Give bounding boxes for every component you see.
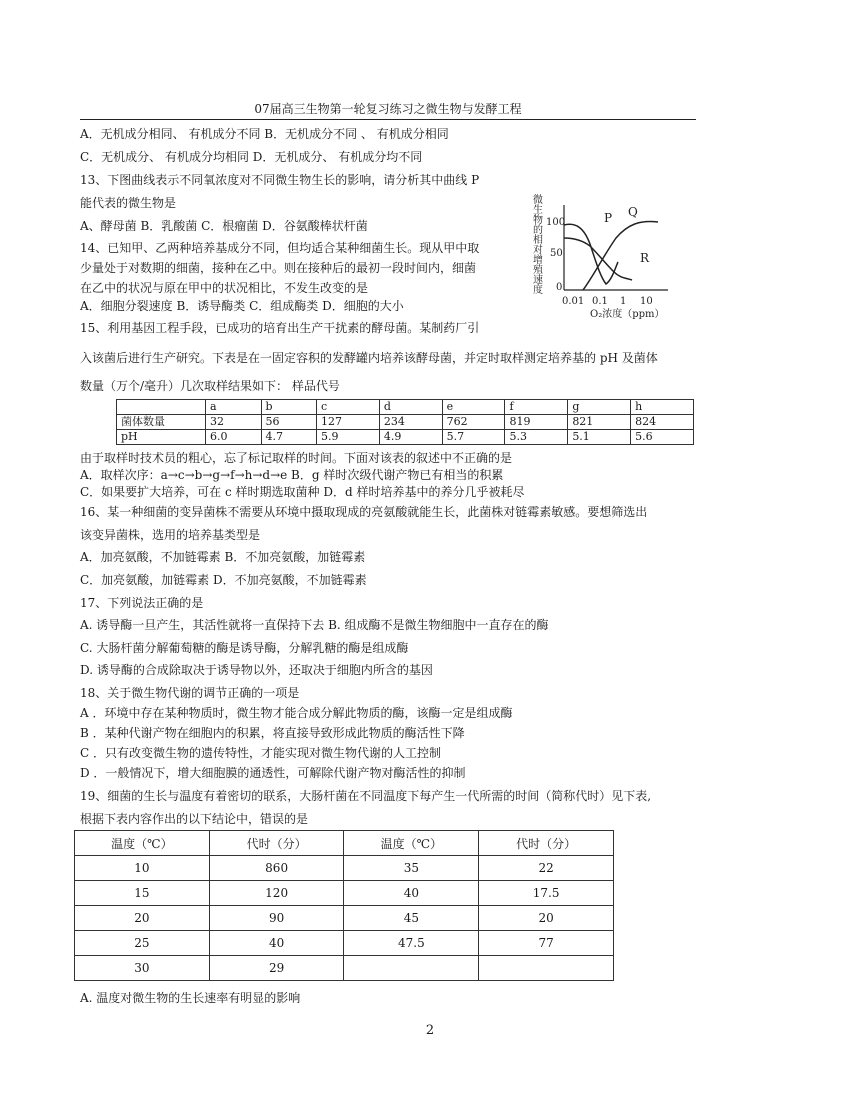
q19-stem-2: 根据下表内容作出的以下结论中，错误的是 bbox=[80, 812, 309, 826]
table-row bbox=[117, 400, 694, 415]
q19-stem-1: 19、细菌的生长与温度有着密切的联系，大肠杆菌在不同温度下每产生一代所需的时间（简称代时）见下表, bbox=[80, 789, 652, 803]
table-cell: 5.1 bbox=[568, 430, 631, 445]
table-row bbox=[75, 956, 614, 981]
table-cell: 77 bbox=[479, 931, 614, 956]
q16-stem-2: 该变异菌株，选用的培养基类型是 bbox=[80, 528, 261, 542]
table-cell: 821 bbox=[568, 415, 631, 430]
page-number: 2 bbox=[425, 1023, 435, 1038]
table-cell: 56 bbox=[261, 415, 317, 430]
table-row bbox=[75, 906, 614, 931]
table-cell: 90 bbox=[209, 906, 344, 931]
q18-option-d: D ．一般情况下，增大细胞膜的通透性，可解除代谢产物对酶活性的抑制 bbox=[80, 766, 466, 780]
q17-stem: 17、下列说法正确的是 bbox=[80, 596, 204, 610]
table-cell: 5.7 bbox=[442, 430, 505, 445]
table-cell: 234 bbox=[379, 415, 442, 430]
q18-option-a: A ．环境中存在某种物质时，微生物才能合成分解此物质的酶，该酶一定是组成酶 bbox=[80, 706, 513, 720]
q12-option-ab: A．无机成分相同、 有机成分不同 B．无机成分不同 、 有机成分相同 bbox=[80, 127, 449, 141]
table-cell: 40 bbox=[209, 931, 344, 956]
graph-xlabel: O₂浓度（ppm） bbox=[590, 309, 665, 320]
table-cell: 22 bbox=[479, 856, 614, 881]
q12-option-cd: C．无机成分、 有机成分均相同 D．无机成分、 有机成分均不同 bbox=[80, 150, 423, 164]
table-cell bbox=[117, 400, 206, 415]
table-cell: e bbox=[442, 400, 505, 415]
table-row bbox=[75, 931, 614, 956]
q17-option-d: D. 诱导酶的合成除取决于诱导物以外，还取决于细胞内所含的基因 bbox=[80, 663, 433, 677]
table-cell: 5.3 bbox=[505, 430, 568, 445]
curve-label-q: Q bbox=[628, 205, 638, 219]
table-cell: pH bbox=[117, 430, 206, 445]
table-row bbox=[75, 881, 614, 906]
table-cell: g bbox=[568, 400, 631, 415]
table-cell: 120 bbox=[209, 881, 344, 906]
page-header: 07届高三生物第一轮复习练习之微生物与发酵工程 bbox=[254, 102, 522, 116]
q14-stem-1: 14、已知甲、乙两种培养基成分不同，但均适合某种细菌生长。现从甲中取 bbox=[80, 241, 480, 255]
oxygen-growth-graph bbox=[528, 180, 708, 330]
curve-p bbox=[564, 224, 618, 284]
graph-xtick-1: 0.01 bbox=[562, 296, 585, 307]
table-cell: 菌体数量 bbox=[117, 415, 206, 430]
table-cell: 45 bbox=[344, 906, 479, 931]
table-cell: 47.5 bbox=[344, 931, 479, 956]
q13-stem-1: 13、下图曲线表示不同氧浓度对不同微生物生长的影响，请分析其中曲线 P bbox=[80, 173, 480, 187]
curve-label-r: R bbox=[640, 251, 650, 265]
graph-xtick-3: 1 bbox=[620, 296, 627, 307]
table-cell: 860 bbox=[209, 856, 344, 881]
q17-options-ab: A. 诱导酶一旦产生，其活性就将一直保持下去 B. 组成酶不是微生物细胞中一直存在的酶 bbox=[80, 618, 549, 632]
table-cell: 5.6 bbox=[631, 430, 694, 445]
table-row bbox=[75, 856, 614, 881]
table-cell: 824 bbox=[631, 415, 694, 430]
table-cell: a bbox=[206, 400, 262, 415]
table-cell: d bbox=[379, 400, 442, 415]
table-cell: 15 bbox=[75, 881, 210, 906]
graph-xtick-2: 0.1 bbox=[592, 296, 608, 307]
table-cell: b bbox=[261, 400, 317, 415]
table-header-cell: 代时（分） bbox=[479, 831, 614, 856]
table-row bbox=[117, 415, 694, 430]
q19-generation-table bbox=[74, 830, 614, 981]
table-cell: 32 bbox=[206, 415, 262, 430]
table-cell: 819 bbox=[505, 415, 568, 430]
table-cell: h bbox=[631, 400, 694, 415]
q13-options: A、酵母菌 B．乳酸菌 C．根瘤菌 D．谷氨酸棒状杆菌 bbox=[80, 219, 368, 233]
table-cell: 29 bbox=[209, 956, 344, 981]
table-cell: 25 bbox=[75, 931, 210, 956]
table-cell: 6.0 bbox=[206, 430, 262, 445]
table-cell: 20 bbox=[479, 906, 614, 931]
curve-label-p: P bbox=[604, 211, 613, 225]
q15-stem-2: 入该菌后进行生产研究。下表是在一固定容积的发酵罐内培养该酵母菌，并定时取样测定培养基的 pH 及菌体 bbox=[80, 351, 658, 365]
table-cell bbox=[479, 956, 614, 981]
table-header-cell: 代时（分） bbox=[209, 831, 344, 856]
q18-stem: 18、关于微生物代谢的调节正确的一项是 bbox=[80, 686, 300, 700]
q17-option-c: C. 大肠杆菌分解葡萄糖的酶是诱导酶，分解乳糖的酶是组成酶 bbox=[80, 641, 409, 655]
table-cell: 30 bbox=[75, 956, 210, 981]
graph-ylabel: 微生物的相对增殖速度 bbox=[530, 194, 542, 294]
q18-option-c: C ．只有改变微生物的遗传特性，才能实现对微生物代谢的人工控制 bbox=[80, 746, 441, 760]
curve-r bbox=[564, 238, 632, 280]
table-row bbox=[75, 831, 614, 856]
graph-ytick-0: 0 bbox=[556, 282, 563, 293]
graph-ytick-100: 100 bbox=[546, 217, 566, 228]
table-cell: f bbox=[505, 400, 568, 415]
q14-options: A．细胞分裂速度 B．诱导酶类 C．组成酶类 D．细胞的大小 bbox=[80, 299, 404, 313]
q16-options-ab: A．加亮氨酸，不加链霉素 B．不加亮氨酸，加链霉素 bbox=[80, 550, 366, 564]
q15-options-cd: C．如果要扩大培养，可在 c 样时期选取菌种 D．d 样时培养基中的养分几乎被耗尽 bbox=[80, 485, 525, 499]
table-cell: 17.5 bbox=[479, 881, 614, 906]
table-header-cell: 温度（℃） bbox=[75, 831, 210, 856]
table-cell: 40 bbox=[344, 881, 479, 906]
q18-option-b: B ．某种代谢产物在细胞内的积累，将直接导致形成此物质的酶活性下降 bbox=[80, 726, 465, 740]
table-cell: 20 bbox=[75, 906, 210, 931]
table-cell: 10 bbox=[75, 856, 210, 881]
graph-xtick-4: 10 bbox=[640, 296, 653, 307]
graph-ytick-50: 50 bbox=[550, 248, 563, 259]
table-cell: c bbox=[317, 400, 380, 415]
q15-sample-table bbox=[116, 399, 694, 445]
table-cell: 5.9 bbox=[317, 430, 380, 445]
q15-stem-3: 数量（万个/毫升）几次取样结果如下： 样品代号 bbox=[80, 379, 340, 393]
table-cell: 35 bbox=[344, 856, 479, 881]
q14-stem-3: 在乙中的状况与原在甲中的状况相比，不发生改变的是 bbox=[80, 281, 369, 295]
q15-question: 由于取样时技术员的粗心，忘了标记取样的时间。下面对该表的叙述中不正确的是 bbox=[80, 451, 513, 465]
q14-stem-2: 少量处于对数期的细菌，接种在乙中。则在接种后的最初一段时间内，细菌 bbox=[80, 261, 477, 275]
table-row bbox=[117, 430, 694, 445]
q16-stem-1: 16、某一种细菌的变异菌株不需要从环境中摄取现成的亮氨酸就能生长，此菌株对链霉素敏感。要想筛选出 bbox=[80, 505, 648, 519]
header-rule bbox=[80, 119, 696, 120]
q19-option-a: A. 温度对微生物的生长速率有明显的影响 bbox=[80, 991, 301, 1005]
q13-stem-2: 能代表的微生物是 bbox=[80, 196, 177, 210]
table-cell: 4.7 bbox=[261, 430, 317, 445]
table-header-cell: 温度（℃） bbox=[344, 831, 479, 856]
table-cell: 4.9 bbox=[379, 430, 442, 445]
table-cell bbox=[344, 956, 479, 981]
table-cell: 127 bbox=[317, 415, 380, 430]
q15-stem-1: 15、利用基因工程手段，已成功的培育出生产干扰素的酵母菌。某制药厂引 bbox=[80, 321, 480, 335]
table-cell: 762 bbox=[442, 415, 505, 430]
q16-options-cd: C．加亮氨酸，加链霉素 D．不加亮氨酸，不加链霉素 bbox=[80, 573, 367, 587]
q15-options-ab: A．取样次序：a→c→b→g→f→h→d→e B．g 样时次级代谢产物已有相当的积累 bbox=[80, 468, 504, 482]
